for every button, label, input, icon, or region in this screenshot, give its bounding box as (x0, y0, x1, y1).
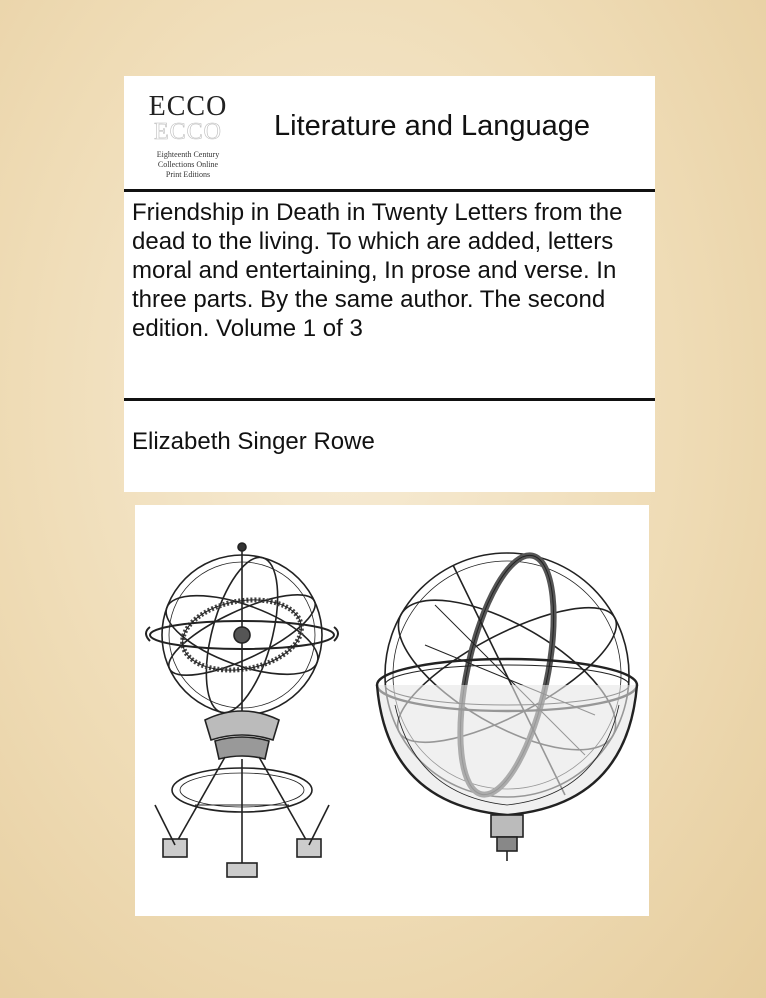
logo-caption (134, 150, 242, 180)
armillary-sphere-on-stand (146, 543, 338, 877)
illustration-panel (135, 505, 649, 916)
logo-caption-line: Collections Online (157, 160, 219, 169)
logo-mark-reflection: ECCO (153, 119, 222, 145)
divider (124, 189, 655, 192)
logo-mark: ECCO (148, 91, 228, 122)
illustration (135, 505, 649, 916)
logo-caption-line: Print Editions (165, 170, 211, 179)
armillary-sphere-in-hemisphere (376, 547, 637, 861)
logo-caption-line: Eighteenth Century (156, 150, 220, 159)
ecco-logo (134, 86, 242, 182)
series-title: Literature and Language (274, 110, 591, 142)
book-author: Elizabeth Singer Rowe (132, 428, 375, 455)
cover-panel (124, 76, 655, 492)
divider (124, 398, 655, 401)
book-title: Friendship in Death in Twenty Letters from the dead to the living. To which are added, letters moral and entertaining, In prose and verse. In three parts. By the same author. The second edition. Volume 1 of 3 (132, 199, 623, 342)
